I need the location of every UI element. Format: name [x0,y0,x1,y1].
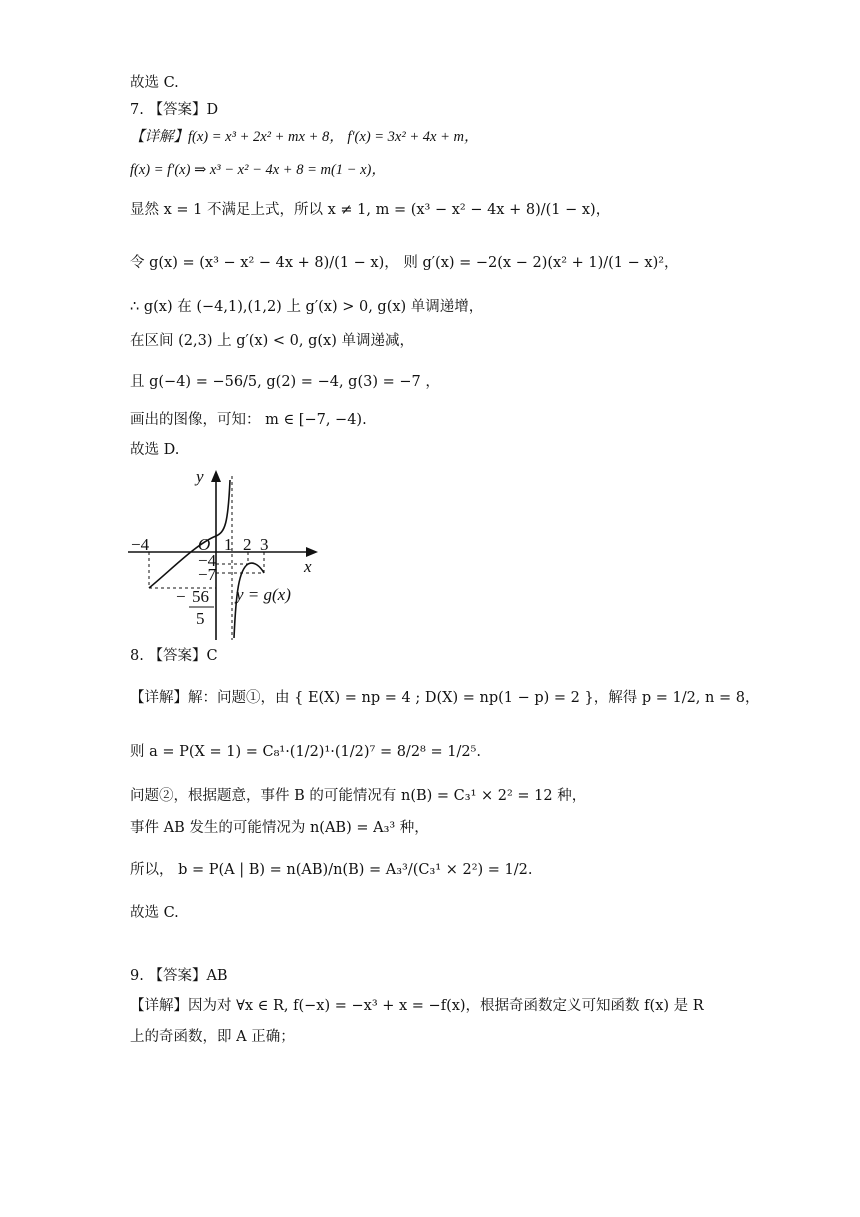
text-line-20: 【详解】因为对 ∀x ∈ R, f(−x) = −x³ + x = −f(x)，根据奇函数定义可知函数 f(x) 是 R [130,998,704,1014]
y-axis-label: y [196,467,204,486]
text-line-14: 则 a = P(X = 1) = C₈¹·(1/2)¹·(1/2)⁷ = 8/2⁸ = 1/2⁵. [130,744,481,760]
x-axis-arrow-icon [306,547,318,557]
text-line-2: 7. 【答案】D [130,102,219,118]
text-line-13: 【详解】解：问题①，由 { E(X) = np = 4 ; D(X) = np(1 − p) = 2 }，解得 p = 1/2, n = 8， [130,690,760,706]
y-tick-neg7: −7 [198,565,217,584]
x-tick-3: 3 [260,535,269,554]
origin-label: O [198,535,211,554]
function-graph [126,462,326,642]
text-line-19: 9. 【答案】AB [130,968,228,984]
x-tick-2: 2 [243,535,252,554]
text-line-21: 上的奇函数，即 A 正确； [130,1029,295,1045]
text-line-17: 所以， b = P(A | B) = n(AB)/n(B) = A₃³/(C₃¹ × 2²) = 1/2. [130,862,533,878]
x-tick-1: 1 [224,535,233,554]
text-line-18: 故选 C. [130,905,179,921]
text-line-16: 事件 AB 发生的可能情况为 n(AB) = A₃³ 种， [130,820,429,836]
frac-denominator: 5 [196,609,205,628]
text-line-11: 故选 D. [130,442,180,458]
text-line-4: f(x) = f′(x) ⇒ x³ − x² − 4x + 8 = m(1 − x)， [130,162,386,178]
x-tick-neg4: −4 [131,535,150,554]
graph-axes [128,470,318,640]
text-line-8: 在区间 (2,3) 上 g′(x) < 0, g(x) 单调递减， [130,333,414,349]
frac-numerator: 56 [192,587,209,606]
text-line-5: 显然 x = 1 不满足上式，所以 x ≠ 1, m = (x³ − x² − 4x + 8)/(1 − x)， [130,202,611,218]
y-tick-neg4: −4 [198,551,217,570]
frac-sign: − [176,587,186,606]
text-line-12: 8. 【答案】C [130,648,218,664]
text-line-7: ∴ g(x) 在 (−4,1),(1,2) 上 g′(x) > 0, g(x) 单调递增， [130,299,484,315]
curve-label: y = g(x) [236,585,291,604]
text-line-9: 且 g(−4) = −56/5, g(2) = −4, g(3) = −7 ， [130,374,440,390]
curve-left-branch [149,480,230,588]
x-axis-label: x [304,557,312,576]
text-line-1: 故选 C. [130,75,179,91]
y-axis-arrow-icon [211,470,221,482]
text-line-10: 画出的图像，可知： m ∈ [−7, −4). [130,412,367,428]
text-line-15: 问题②，根据题意，事件 B 的可能情况有 n(B) = C₃¹ × 2² = 12 种， [130,788,587,804]
text-line-3: 【详解】f(x) = x³ + 2x² + mx + 8， f′(x) = 3x² + 4x + m， [130,129,479,145]
text-line-6: 令 g(x) = (x³ − x² − 4x + 8)/(1 − x)， 则 g′(x) = −2(x − 2)(x² + 1)/(1 − x)²， [130,255,679,271]
